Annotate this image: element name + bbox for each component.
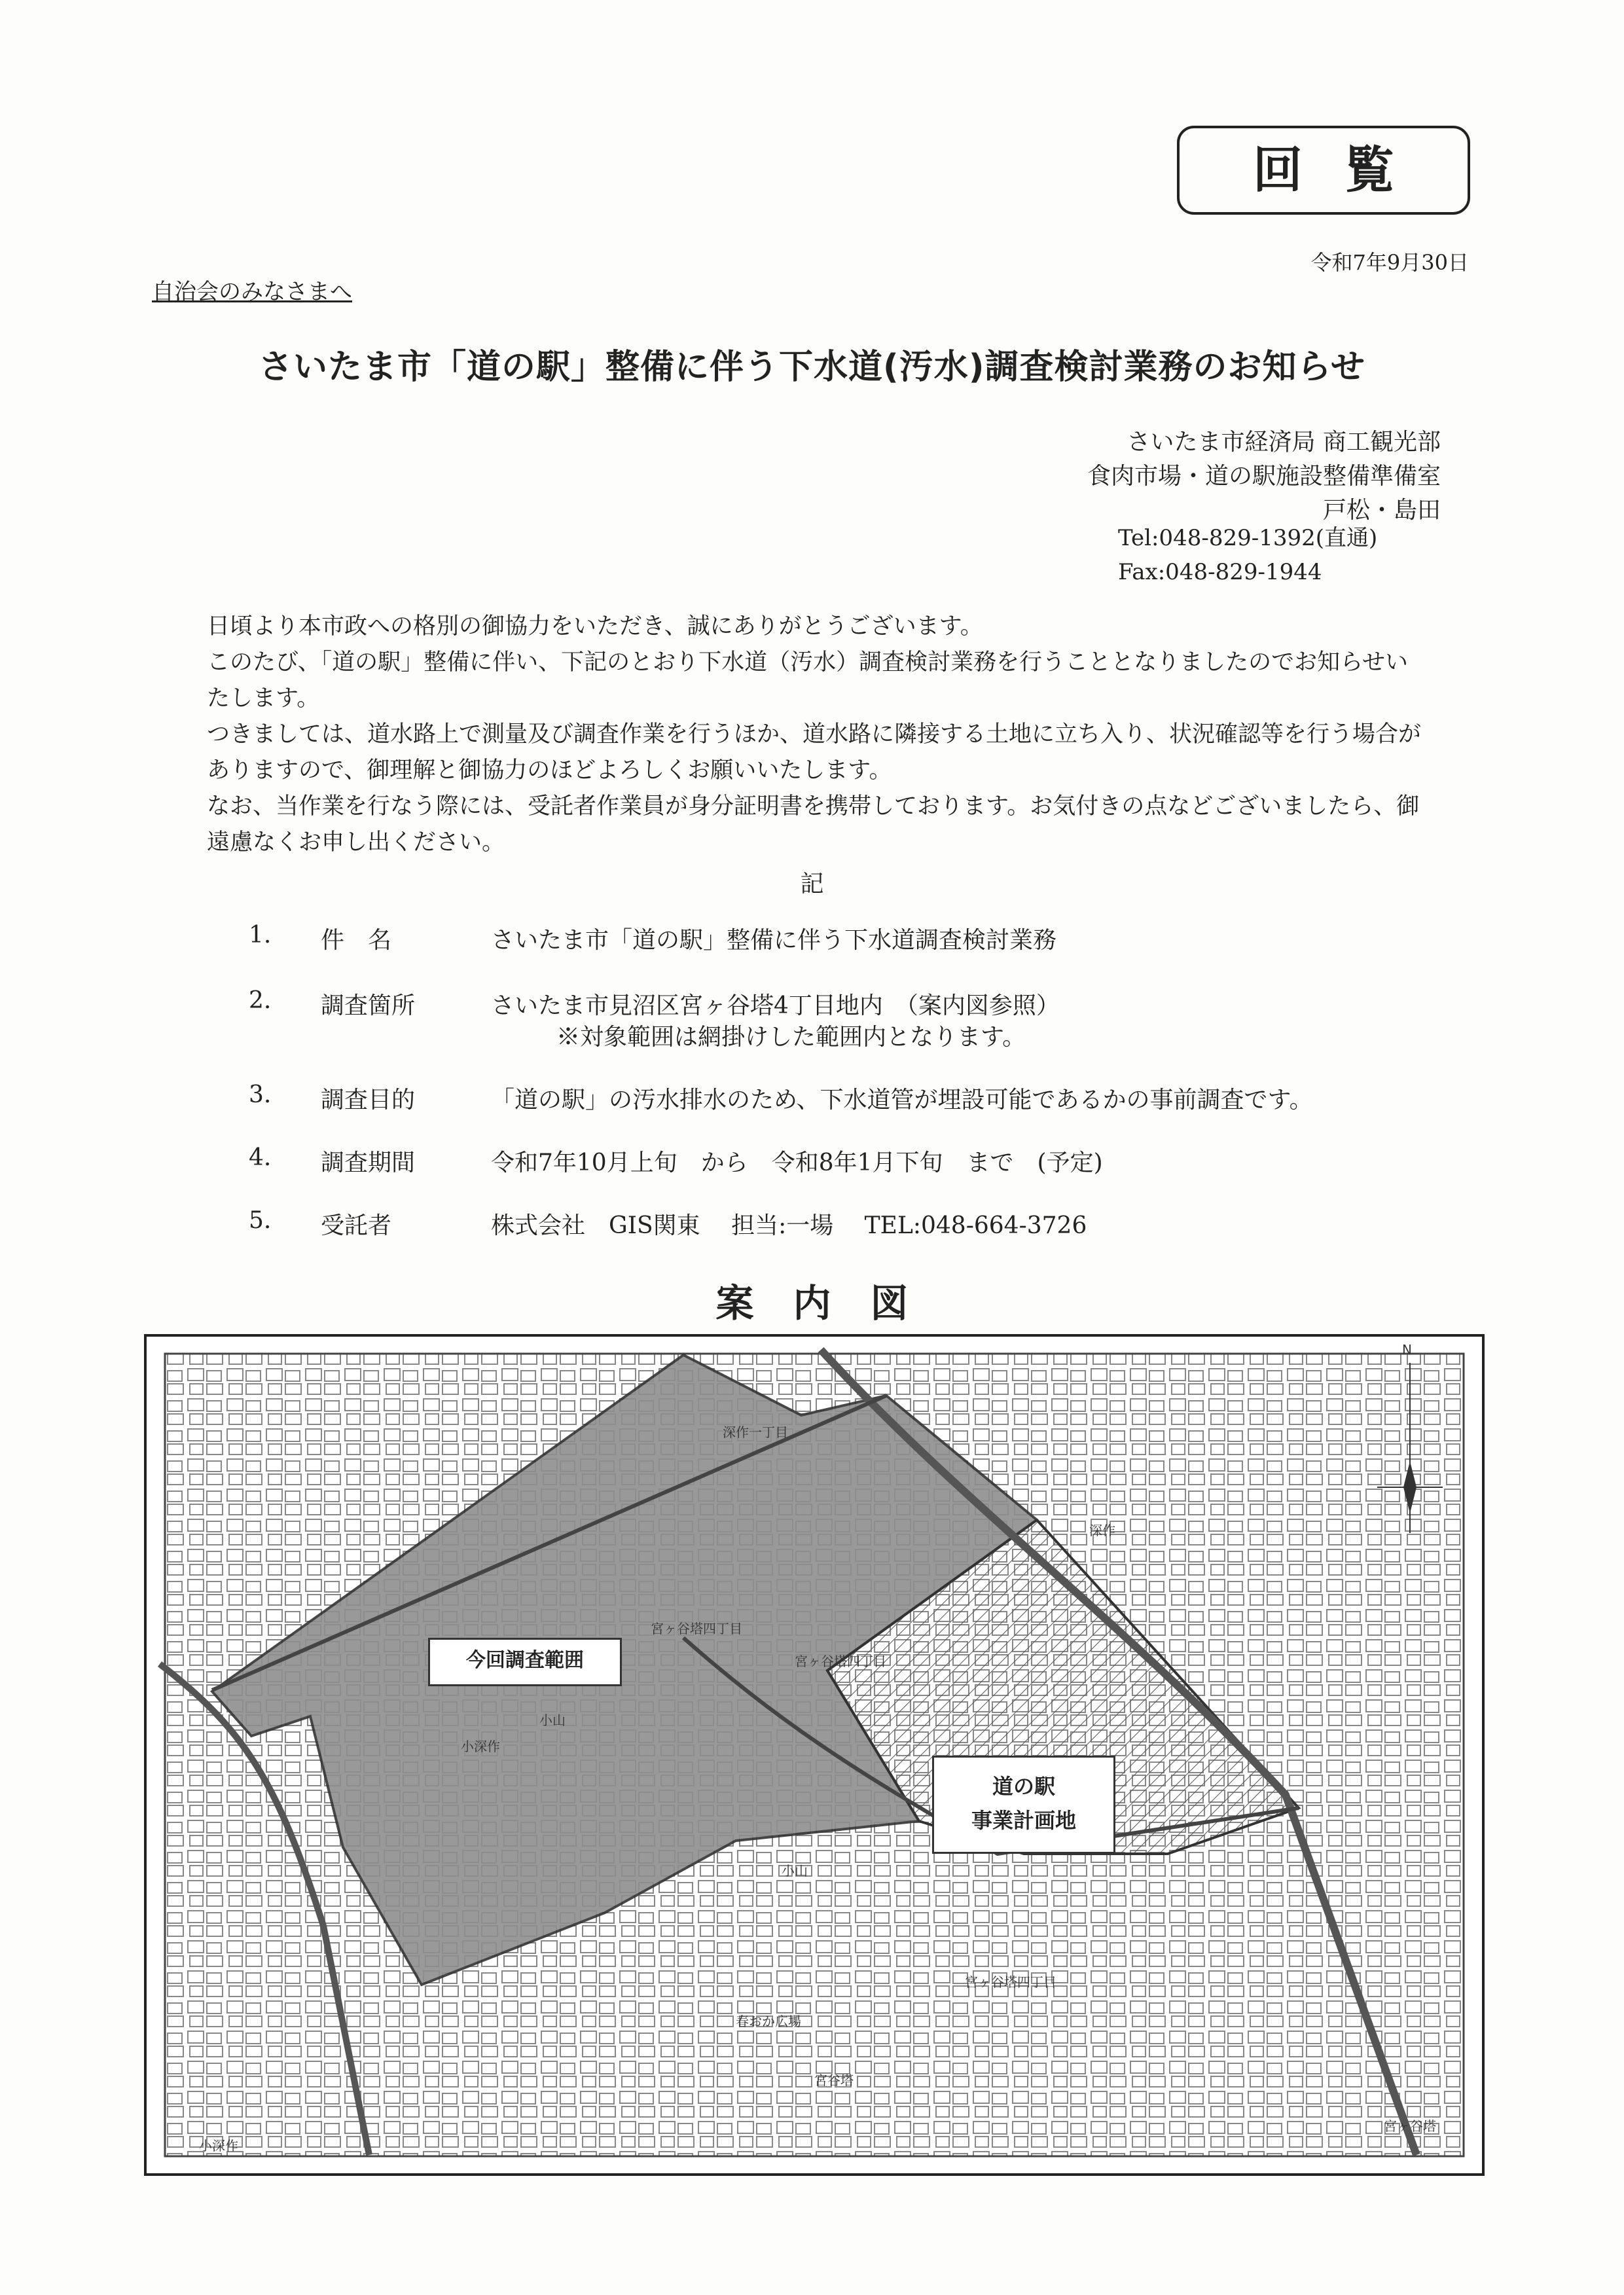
station-label-line: 道の駅	[992, 1774, 1055, 1799]
item-value: 令和7年10月上旬 から 令和8年1月下旬 まで (予定)	[491, 1149, 1103, 1176]
map-label: 深作一丁目	[723, 1424, 788, 1440]
map-drawing	[147, 1337, 1482, 2173]
map-label: 小深作	[461, 1739, 500, 1754]
map-label: 深作	[1089, 1523, 1115, 1538]
recipient: 自治会のみなさまへ	[152, 279, 352, 305]
map-label: 宮ヶ谷塔	[1384, 2118, 1436, 2134]
item-label: 受託者	[321, 1212, 392, 1239]
item-value: さいたま市「道の駅」整備に伴う下水道調査検討業務	[491, 927, 1057, 954]
map-label: 宮ヶ谷塔四丁目	[795, 1653, 886, 1669]
item-number: 3.	[249, 1081, 272, 1108]
item-value: 「道の駅」の汚水排水のため、下水道管が埋設可能であるかの事前調査です。	[491, 1087, 1313, 1113]
map-title: 案内図	[715, 1281, 948, 1326]
paragraph: なお、当作業を行なう際には、受託者作業員が身分証明書を携帯しております。お気付きの点などございましたら、御遠慮なくお申し出ください。	[207, 793, 1420, 856]
paragraph: 日頃より本市政への格別の御協力をいただき、誠にありがとうございます。	[207, 613, 983, 640]
sender-line: 食肉市場・道の駅施設整備準備室	[1087, 463, 1441, 490]
ki-heading: 記	[800, 871, 824, 897]
contact-block	[1118, 521, 1377, 589]
map-label: 宮ヶ谷塔四丁目	[965, 1974, 1056, 1990]
issue-date: 令和7年9月30日	[1310, 250, 1469, 275]
body-text	[207, 609, 1431, 861]
item-note: ※対象範囲は網掛けした範囲内となります。	[556, 1024, 1026, 1051]
map-label: 小山	[539, 1712, 566, 1728]
item-label: 調査期間	[321, 1149, 416, 1176]
paragraph: つきましては、道水路上で測量及び調査作業を行うほか、道水路に隣接する土地に立ち入り、状況確認等を行う場合がありますので、御理解と御協力のほどよろしくお願いいたします。	[207, 721, 1422, 784]
map-label: 小山	[782, 1863, 808, 1879]
item-value: 株式会社 GIS関東 担当:一場 TEL:048-664-3726	[491, 1212, 1087, 1239]
item-label: 調査箇所	[321, 992, 416, 1019]
sender-line: さいたま市経済局 商工観光部	[1127, 429, 1441, 456]
document-title: さいたま市「道の駅」整備に伴う下水道(汚水)調査検討業務のお知らせ	[259, 348, 1365, 387]
item-number: 2.	[249, 987, 272, 1014]
sender-line: 戸松・島田	[1322, 497, 1441, 524]
item-value: さいたま市見沼区宮ヶ谷塔4丁目地内 （案内図参照）	[491, 992, 1060, 1019]
map-label: 春おか広場	[736, 2014, 801, 2029]
item-label: 調査目的	[321, 1087, 416, 1113]
north-label: N	[1402, 1342, 1412, 1358]
tel: Tel:048-829-1392(直通)	[1118, 525, 1378, 551]
sender-block	[1087, 425, 1441, 528]
map-label: 小深作	[199, 2138, 238, 2154]
circulation-stamp: 回覧	[1177, 126, 1470, 215]
fax: Fax:048-829-1944	[1118, 559, 1322, 585]
station-site-label	[932, 1756, 1115, 1854]
item-number: 4.	[249, 1144, 272, 1171]
item-number: 1.	[249, 922, 272, 949]
item-number: 5.	[249, 1207, 272, 1234]
paragraph: このたび、「道の駅」整備に伴い、下記のとおり下水道（汚水）調査検討業務を行うこととなりましたのでお知らせいたします。	[207, 649, 1409, 712]
survey-area-label: 今回調査範囲	[428, 1638, 622, 1686]
map-label: 宮谷塔	[814, 2072, 854, 2088]
item-label: 件 名	[321, 927, 392, 954]
guide-map	[144, 1334, 1485, 2176]
map-label: 宮ヶ谷塔四丁目	[651, 1621, 742, 1636]
station-label-line: 事業計画地	[971, 1808, 1076, 1833]
